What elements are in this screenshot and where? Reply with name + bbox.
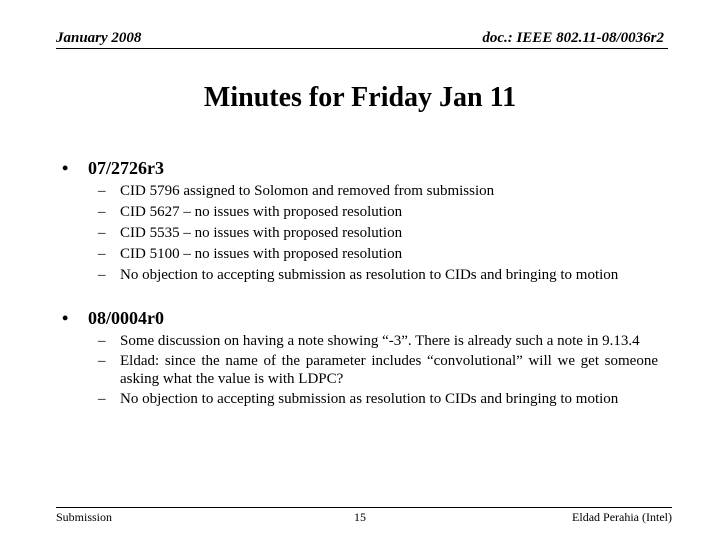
list-item [98, 224, 658, 242]
section-heading-1 [62, 158, 164, 179]
footer-rule [56, 507, 672, 508]
list-item-text: No objection to accepting submission as resolution to CIDs and bringing to motion [120, 267, 619, 283]
list-item-text: CID 5100 – no issues with proposed resolution [120, 246, 403, 262]
footer-submission: Submission [56, 510, 113, 524]
page-number: 15 [354, 510, 366, 524]
header-date: January 2008 [56, 30, 142, 46]
section-heading-label: 07/2726r3 [88, 158, 164, 178]
dash-icon: – [98, 333, 106, 349]
list-item-text: CID 5535 – no issues with proposed resolution [120, 225, 403, 241]
list-item [98, 390, 658, 408]
bullet-icon: • [62, 308, 69, 328]
list-item [98, 203, 658, 221]
list-item [98, 266, 658, 284]
footer-author: Eldad Perahia (Intel) [572, 510, 672, 524]
dash-icon: – [98, 391, 106, 407]
dash-icon: – [98, 204, 106, 220]
slide-title: Minutes for Friday Jan 11 [203, 82, 517, 113]
header-doc-id: doc.: IEEE 802.11-08/0036r2 [482, 30, 664, 46]
list-item-text: CID 5627 – no issues with proposed resolution [120, 204, 403, 220]
list-item [98, 352, 658, 388]
bullet-icon: • [62, 158, 69, 178]
list-item-text: Some discussion on having a note showing “-3”. There is already such a note in 9.13.4 [120, 333, 640, 349]
dash-icon: – [98, 225, 106, 241]
section-heading-label: 08/0004r0 [88, 308, 164, 328]
list-item-text: CID 5796 assigned to Solomon and removed from submission [120, 183, 495, 199]
list-item-text: Eldad: since the name of the parameter includes “convolutional” will we get someone asking what the value is with LDPC? [120, 353, 658, 387]
section-1-items [98, 182, 658, 284]
section-heading-2 [62, 308, 164, 329]
section-2-items [98, 332, 658, 408]
dash-icon: – [98, 246, 106, 262]
dash-icon: – [98, 267, 106, 283]
list-item [98, 245, 658, 263]
list-item [98, 332, 658, 350]
dash-icon: – [98, 183, 106, 199]
header-rule [56, 48, 668, 49]
dash-icon: – [98, 353, 106, 369]
list-item [98, 182, 658, 200]
list-item-text: No objection to accepting submission as resolution to CIDs and bringing to motion [120, 391, 619, 407]
